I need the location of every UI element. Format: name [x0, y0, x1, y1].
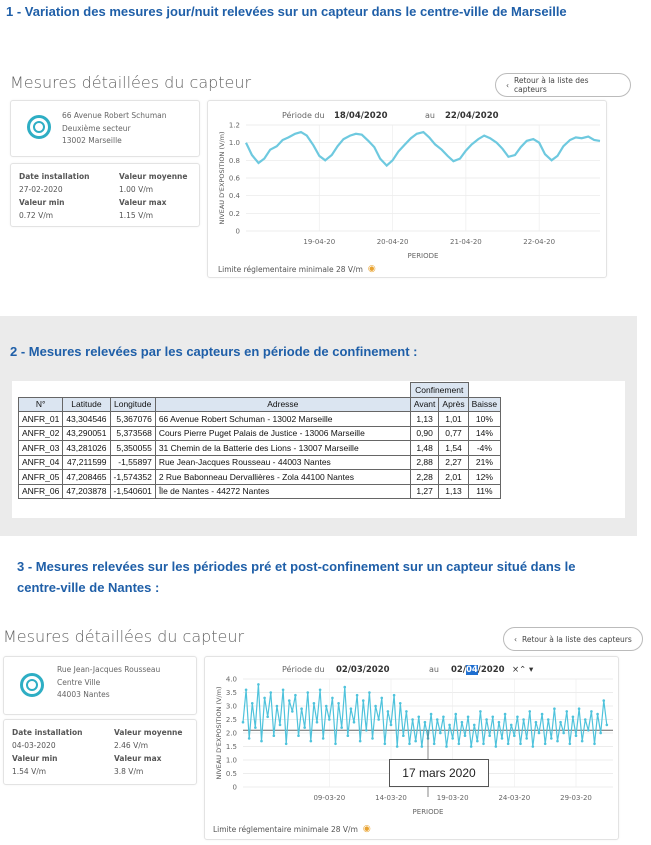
- data-point: [482, 743, 485, 746]
- data-point: [535, 721, 538, 724]
- table-cell: ANFR_02: [19, 426, 63, 441]
- table-row: [19, 412, 501, 427]
- limit-text: Limite réglementaire minimale 28 V/m: [218, 264, 363, 274]
- data-point: [300, 707, 303, 710]
- table-cell: -1,55897: [110, 455, 155, 470]
- data-point: [273, 734, 276, 737]
- data-point: [565, 710, 568, 713]
- back-button-label: Retour à la liste des capteurs: [522, 634, 632, 644]
- data-point: [606, 724, 609, 727]
- data-point: [485, 718, 488, 721]
- data-point: [495, 745, 498, 748]
- table-cell: Île de Nantes - 44272 Nantes: [155, 484, 410, 499]
- date-controls[interactable]: ×⌃ ▾: [512, 665, 534, 675]
- x-tick-label: 21-04-20: [449, 238, 482, 246]
- data-point: [491, 716, 494, 719]
- data-point: [362, 699, 365, 702]
- au-label: au: [425, 111, 435, 120]
- page-title: Mesures détaillées du capteur: [10, 73, 252, 92]
- sensor-table: [18, 382, 501, 499]
- table-cell: -1,574352: [110, 470, 155, 485]
- data-point: [510, 724, 513, 727]
- date-to-day: 02/: [451, 665, 466, 675]
- chart-card: [207, 100, 607, 278]
- y-tick-label: 3.0: [225, 702, 237, 711]
- data-point: [387, 710, 390, 713]
- x-tick-label: 22-04-20: [523, 238, 556, 246]
- column-header: Longitude: [110, 397, 155, 412]
- data-point: [245, 689, 248, 692]
- data-point: [350, 707, 353, 710]
- table-cell: -4%: [468, 441, 501, 456]
- table-body: [19, 412, 501, 499]
- data-point: [430, 713, 433, 716]
- table-cell: 2,01: [439, 470, 468, 485]
- data-point: [365, 729, 368, 732]
- data-point: [377, 718, 380, 721]
- data-point: [297, 734, 300, 737]
- max-label: Valeur max: [114, 754, 162, 763]
- chevron-left-icon: ‹: [506, 80, 509, 90]
- x-tick-label: 19-04-20: [303, 238, 336, 246]
- column-header: Adresse: [155, 397, 410, 412]
- data-point: [380, 697, 383, 700]
- y-tick-label: 0: [232, 783, 237, 792]
- table-row: [19, 426, 501, 441]
- table-cell: 2,88: [410, 455, 439, 470]
- data-point: [448, 724, 451, 727]
- y-tick-label: 3.5: [225, 689, 237, 697]
- address-line: Centre Ville: [57, 677, 101, 687]
- table-row: [19, 484, 501, 499]
- data-point: [285, 743, 288, 746]
- data-point: [254, 726, 257, 729]
- table-cell: ANFR_05: [19, 470, 63, 485]
- table-cell: 5,373568: [110, 426, 155, 441]
- install-date-label: Date installation: [19, 172, 90, 181]
- back-button[interactable]: [495, 73, 631, 97]
- y-axis-title: NIVEAU D'EXPOSITION (V/m): [215, 686, 223, 780]
- address-line: 44003 Nantes: [57, 690, 110, 699]
- x-tick-label: 14-03-20: [375, 794, 407, 802]
- data-point: [408, 743, 411, 746]
- column-header: Après: [439, 397, 468, 412]
- table-header-row: [19, 397, 501, 412]
- table-cell: ANFR_04: [19, 455, 63, 470]
- data-point: [353, 721, 356, 724]
- data-point: [590, 710, 593, 713]
- table-cell: 2,27: [439, 455, 468, 470]
- data-point: [458, 743, 461, 746]
- data-point: [313, 702, 316, 705]
- avg-label: Valeur moyenne: [114, 728, 183, 737]
- data-point: [442, 716, 445, 719]
- table-cell: ANFR_01: [19, 412, 63, 427]
- avg-value: 1.00 V/m: [119, 185, 154, 194]
- date-from[interactable]: 18/04/2020: [334, 111, 388, 121]
- data-point: [470, 745, 473, 748]
- data-point: [384, 743, 387, 746]
- data-point: [251, 702, 254, 705]
- date-to-year: /2020: [477, 665, 505, 675]
- table-cell: 5,350055: [110, 441, 155, 456]
- data-point: [411, 718, 414, 721]
- data-point: [279, 724, 282, 727]
- data-point: [390, 724, 393, 727]
- data-point: [498, 721, 501, 724]
- series-line: [243, 684, 607, 746]
- exposure-chart-2: [205, 657, 620, 822]
- max-value: 1.15 V/m: [119, 211, 154, 220]
- data-point: [596, 713, 599, 716]
- data-point: [538, 732, 541, 735]
- chart-card-2: [204, 656, 619, 840]
- au-label: au: [429, 665, 439, 674]
- data-point: [553, 707, 556, 710]
- section-2-panel: [0, 316, 637, 536]
- install-date-value: 27-02-2020: [19, 185, 63, 194]
- data-point: [516, 716, 519, 719]
- data-point: [248, 737, 251, 740]
- exposure-chart: [208, 101, 608, 261]
- data-point: [575, 734, 578, 737]
- data-point: [276, 705, 279, 708]
- y-axis-title: NIVEAU D'EXPOSITION (V/m): [218, 131, 226, 225]
- data-point: [402, 734, 405, 737]
- period-label: Période du: [282, 665, 325, 674]
- data-point: [479, 710, 482, 713]
- section-1-heading: 1 - Variation des mesures jour/nuit relevées sur un capteur dans le centre-ville de Marseille: [6, 4, 567, 19]
- data-point: [504, 713, 507, 716]
- data-point: [476, 740, 479, 743]
- data-point: [581, 740, 584, 743]
- data-point: [532, 745, 535, 748]
- data-point: [439, 732, 442, 735]
- data-point: [421, 745, 424, 748]
- y-tick-label: 2.5: [225, 716, 237, 724]
- data-point: [541, 713, 544, 716]
- column-header: N°: [19, 397, 63, 412]
- table-row: [19, 455, 501, 470]
- data-point: [562, 732, 565, 735]
- data-point: [393, 694, 396, 697]
- table-cell: 1,13: [410, 412, 439, 427]
- y-tick-label: 0.4: [228, 192, 240, 201]
- data-point: [544, 743, 547, 746]
- data-point: [282, 689, 285, 692]
- y-tick-label: 1.5: [225, 743, 237, 751]
- column-header: Avant: [410, 397, 439, 412]
- y-tick-label: 0: [235, 227, 240, 236]
- address-line: Rue Jean-Jacques Rousseau: [57, 665, 161, 674]
- table-cell: 1,48: [410, 441, 439, 456]
- group-header: Confinement: [410, 383, 468, 398]
- data-point: [467, 716, 470, 719]
- data-point: [528, 710, 531, 713]
- address-card-2: [3, 656, 197, 715]
- data-point: [559, 721, 562, 724]
- data-point: [578, 707, 581, 710]
- data-point: [464, 734, 467, 737]
- table-cell: 1,01: [439, 412, 468, 427]
- data-point: [334, 743, 337, 746]
- y-tick-label: 1.0: [228, 139, 240, 148]
- data-point: [343, 686, 346, 689]
- data-point: [291, 710, 294, 713]
- table-cell: 47,211599: [63, 455, 110, 470]
- install-date-label: Date installation: [12, 728, 83, 737]
- data-point: [374, 705, 377, 708]
- data-point: [328, 718, 331, 721]
- table-cell: 47,208465: [63, 470, 110, 485]
- data-point: [303, 726, 306, 729]
- table-cell: 14%: [468, 426, 501, 441]
- data-point: [424, 721, 427, 724]
- data-point: [414, 740, 417, 743]
- y-tick-label: 0.5: [225, 770, 237, 778]
- x-tick-label: 20-04-20: [376, 238, 409, 246]
- x-tick-label: 09-03-20: [313, 794, 346, 802]
- data-point: [473, 724, 476, 727]
- table-cell: 0,90: [410, 426, 439, 441]
- data-point: [322, 737, 325, 740]
- column-header: Baisse: [468, 397, 501, 412]
- table-cell: 47,203878: [63, 484, 110, 499]
- data-point: [257, 683, 260, 686]
- max-label: Valeur max: [119, 198, 167, 207]
- page-title-2: Mesures détaillées du capteur: [3, 627, 245, 646]
- table-cell: ANFR_06: [19, 484, 63, 499]
- avg-label: Valeur moyenne: [119, 172, 188, 181]
- data-point: [288, 699, 291, 702]
- data-point: [547, 718, 550, 721]
- data-point: [263, 697, 266, 700]
- table-cell: 1,27: [410, 484, 439, 499]
- date-tooltip: 17 mars 2020: [389, 759, 489, 787]
- data-point: [347, 734, 350, 737]
- x-tick-label: 19-03-20: [436, 794, 469, 802]
- table-row: [19, 470, 501, 485]
- back-button-label: Retour à la liste des capteurs: [514, 76, 589, 94]
- data-point: [294, 694, 297, 697]
- table-cell: 2 Rue Babonneau Dervallières - Zola 44100 Nantes: [155, 470, 410, 485]
- eye-icon[interactable]: ◉: [367, 264, 376, 274]
- table-cell: 43,290051: [63, 426, 110, 441]
- data-point: [319, 689, 322, 692]
- data-point: [417, 716, 420, 719]
- address-line: 13002 Marseille: [62, 136, 122, 145]
- data-point: [445, 745, 448, 748]
- limit-text: Limite réglementaire minimale 28 V/m: [213, 824, 358, 834]
- min-value: 1.54 V/m: [12, 767, 47, 776]
- table-cell: 43,304546: [63, 412, 110, 427]
- data-point: [260, 740, 263, 743]
- table-cell: 31 Chemin de la Batterie des Lions - 13007 Marseille: [155, 441, 410, 456]
- data-point: [316, 721, 319, 724]
- data-point: [501, 737, 504, 740]
- data-point: [488, 734, 491, 737]
- address-block: [57, 664, 160, 702]
- data-point: [356, 694, 359, 697]
- data-point: [325, 705, 328, 708]
- period-label: Période du: [282, 111, 325, 120]
- data-point: [371, 737, 374, 740]
- table-cell: Rue Jean-Jacques Rousseau - 44003 Nantes: [155, 455, 410, 470]
- table-cell: 1,13: [439, 484, 468, 499]
- y-tick-label: 1.2: [228, 121, 240, 130]
- table-cell: ANFR_03: [19, 441, 63, 456]
- data-point: [584, 718, 587, 721]
- table-cell: 0,77: [439, 426, 468, 441]
- address-line: 66 Avenue Robert Schuman: [62, 111, 167, 120]
- table-cell: 66 Avenue Robert Schuman - 13002 Marseille: [155, 412, 410, 427]
- table-cell: 5,367076: [110, 412, 155, 427]
- section-2-heading: 2 - Mesures relevées par les capteurs en période de confinement :: [10, 344, 418, 359]
- data-point: [525, 737, 528, 740]
- address-card: [10, 100, 200, 157]
- table-cell: -1,540601: [110, 484, 155, 499]
- data-point: [572, 716, 575, 719]
- date-to-month-selected[interactable]: 04: [465, 665, 478, 675]
- date-to[interactable]: 22/04/2020: [445, 111, 499, 121]
- data-point: [399, 702, 402, 705]
- back-button-2[interactable]: [503, 627, 643, 651]
- table-row: [19, 441, 501, 456]
- x-axis-title: PERIODE: [412, 808, 444, 816]
- y-tick-label: 0.2: [228, 209, 240, 218]
- location-pin-icon: [20, 673, 44, 697]
- x-tick-label: 29-03-20: [560, 794, 592, 802]
- x-tick-label: 24-03-20: [498, 794, 531, 802]
- section-3-heading: 3 - Mesures relevées sur les périodes pré et post-confinement sur un capteur situé dans le centre-ville de Nantes :: [17, 559, 576, 595]
- date-from[interactable]: 02/03/2020: [336, 665, 390, 675]
- data-point: [461, 721, 464, 724]
- table-cell: 2,28: [410, 470, 439, 485]
- y-tick-label: 0.8: [228, 156, 240, 165]
- limit-note: [218, 264, 376, 274]
- limit-note: [213, 824, 371, 834]
- data-point: [405, 710, 408, 713]
- column-header: Latitude: [63, 397, 110, 412]
- data-point: [507, 743, 510, 746]
- table-cell: 12%: [468, 470, 501, 485]
- max-value: 3.8 V/m: [114, 767, 144, 776]
- data-point: [340, 726, 343, 729]
- avg-value: 2.46 V/m: [114, 741, 149, 750]
- data-point: [556, 740, 559, 743]
- address-block: [62, 110, 166, 148]
- y-tick-label: 4.0: [225, 675, 237, 684]
- y-tick-label: 0.6: [228, 174, 240, 183]
- location-pin-icon: [27, 115, 51, 139]
- data-point: [513, 734, 516, 737]
- data-point: [306, 691, 309, 694]
- data-point: [436, 718, 439, 721]
- data-point: [569, 743, 572, 746]
- data-point: [433, 743, 436, 746]
- x-axis-title: PERIODE: [407, 252, 439, 260]
- data-point: [396, 745, 399, 748]
- table-cell: 43,281026: [63, 441, 110, 456]
- data-point: [266, 716, 269, 719]
- data-point: [454, 713, 457, 716]
- min-label: Valeur min: [12, 754, 58, 763]
- address-line: Deuxième secteur: [62, 123, 131, 133]
- stats-card-2: [3, 719, 197, 785]
- table-cell: 11%: [468, 484, 501, 499]
- table-cell: Cours Pierre Puget Palais de Justice - 13006 Marseille: [155, 426, 410, 441]
- data-point: [269, 691, 272, 694]
- data-point: [599, 732, 602, 735]
- data-point: [368, 691, 371, 694]
- table-cell: 21%: [468, 455, 501, 470]
- data-point: [331, 697, 334, 700]
- y-tick-label: 2.0: [225, 729, 237, 738]
- data-point: [359, 740, 362, 743]
- data-point: [593, 743, 596, 746]
- table-cell: 1,54: [439, 441, 468, 456]
- data-point: [337, 702, 340, 705]
- stats-card: [10, 163, 200, 227]
- data-point: [310, 740, 313, 743]
- data-point: [242, 721, 245, 724]
- data-point: [522, 718, 525, 721]
- table-cell: 10%: [468, 412, 501, 427]
- eye-icon[interactable]: ◉: [362, 824, 371, 834]
- y-tick-label: 1.0: [225, 756, 237, 765]
- min-value: 0.72 V/m: [19, 211, 54, 220]
- data-point: [587, 729, 590, 732]
- data-point: [451, 737, 454, 740]
- chevron-left-icon: ‹: [514, 634, 517, 644]
- table-wrap: [12, 381, 625, 518]
- data-point: [602, 699, 605, 702]
- install-date-value: 04-03-2020: [12, 741, 56, 750]
- min-label: Valeur min: [19, 198, 65, 207]
- data-point: [519, 743, 522, 746]
- data-point: [550, 737, 553, 740]
